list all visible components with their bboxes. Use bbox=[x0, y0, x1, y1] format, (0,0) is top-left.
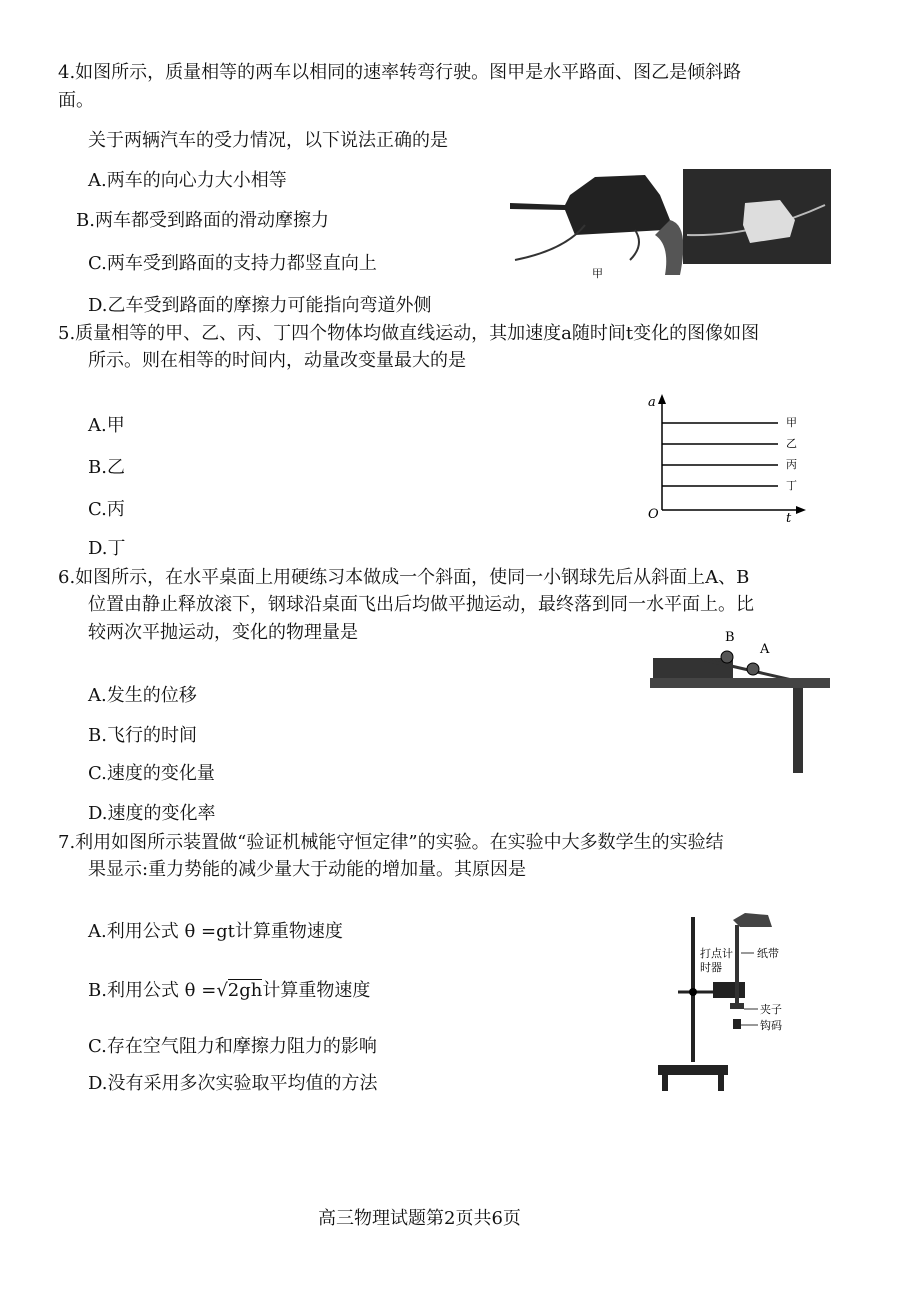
q4-option-b: B.两车都受到路面的滑动摩擦力 bbox=[76, 210, 329, 231]
svg-text:A: A bbox=[760, 642, 770, 657]
q6-option-c: C.速度的变化量 bbox=[88, 763, 215, 784]
q4-car-figures bbox=[505, 165, 835, 290]
ball-a bbox=[747, 663, 759, 675]
q6-option-d: D.速度的变化率 bbox=[88, 803, 216, 824]
page-footer: 高三物理试题第2页共6页 bbox=[318, 1208, 521, 1229]
q6-stem: 较两次平抛运动，变化的物理量是 bbox=[88, 622, 358, 643]
svg-text:a: a bbox=[648, 395, 656, 410]
q4-stem: 关于两辆汽车的受力情况，以下说法正确的是 bbox=[88, 130, 448, 151]
q5-stem: 所示。则在相等的时间内，动量改变量最大的是 bbox=[88, 350, 466, 371]
q4-stem: 面。 bbox=[58, 90, 94, 111]
svg-text:时器: 时器 bbox=[700, 961, 722, 974]
svg-text:丙: 丙 bbox=[786, 458, 797, 471]
q7-stem: 果显示:重力势能的减少量大于动能的增加量。其原因是 bbox=[88, 859, 527, 880]
q6-stem: 位置由静止释放滚下，钢球沿桌面飞出后均做平抛运动，最终落到同一水平面上。比 bbox=[88, 594, 754, 615]
svg-text:甲: 甲 bbox=[786, 416, 797, 429]
car-flat-road bbox=[510, 175, 670, 235]
q6-option-b: B.飞行的时间 bbox=[88, 725, 197, 746]
q7-stem: 7.利用如图所示装置做“验证机械能守恒定律”的实验。在实验中大多数学生的实验结 bbox=[58, 832, 724, 853]
svg-text:B: B bbox=[725, 630, 735, 645]
q5-option-a: A.甲 bbox=[88, 415, 125, 436]
svg-text:O: O bbox=[648, 507, 659, 522]
ball-b bbox=[721, 651, 733, 663]
q5-option-d: D.丁 bbox=[88, 538, 126, 559]
q4-option-a: A.两车的向心力大小相等 bbox=[88, 170, 287, 191]
svg-text:t: t bbox=[786, 511, 792, 525]
q7-option-d: D.没有采用多次实验取平均值的方法 bbox=[88, 1073, 378, 1094]
svg-text:丁: 丁 bbox=[786, 479, 797, 492]
q6-stem: 6.如图所示，在水平桌面上用硬练习本做成一个斜面，使同一小钢球先后从斜面上A、B bbox=[58, 567, 750, 588]
svg-text:打点计: 打点计 bbox=[700, 947, 733, 960]
q7-option-a: A.利用公式 θ =gt计算重物速度 bbox=[88, 921, 343, 942]
q4-option-d: D.乙车受到路面的摩擦力可能指向弯道外侧 bbox=[88, 295, 432, 316]
figure-label-jia: 甲 bbox=[592, 267, 603, 280]
q7-option-c: C.存在空气阻力和摩擦力阻力的影响 bbox=[88, 1036, 377, 1057]
q5-option-b: B.乙 bbox=[88, 457, 125, 478]
q5-option-c: C.丙 bbox=[88, 499, 125, 520]
svg-text:纸带: 纸带 bbox=[757, 947, 779, 960]
q7-option-b: B.利用公式 θ =√2gh计算重物速度 bbox=[88, 980, 371, 1001]
svg-text:钩码: 钩码 bbox=[760, 1019, 782, 1032]
q4-stem: 4.如图所示，质量相等的两车以相同的速率转弯行驶。图甲是水平路面、图乙是倾斜路 bbox=[58, 62, 742, 83]
q7-apparatus-figure bbox=[640, 905, 840, 1095]
svg-text:夹子: 夹子 bbox=[760, 1003, 782, 1016]
q4-option-c: C.两车受到路面的支持力都竖直向上 bbox=[88, 253, 377, 274]
q5-stem: 5.质量相等的甲、乙、丙、丁四个物体均做直线运动，其加速度a随时间t变化的图像如图 bbox=[58, 323, 760, 344]
q6-option-a: A.发生的位移 bbox=[88, 685, 197, 706]
svg-text:乙: 乙 bbox=[786, 437, 797, 450]
q5-acceleration-graph bbox=[640, 390, 810, 525]
q6-table-incline-figure bbox=[645, 625, 835, 775]
